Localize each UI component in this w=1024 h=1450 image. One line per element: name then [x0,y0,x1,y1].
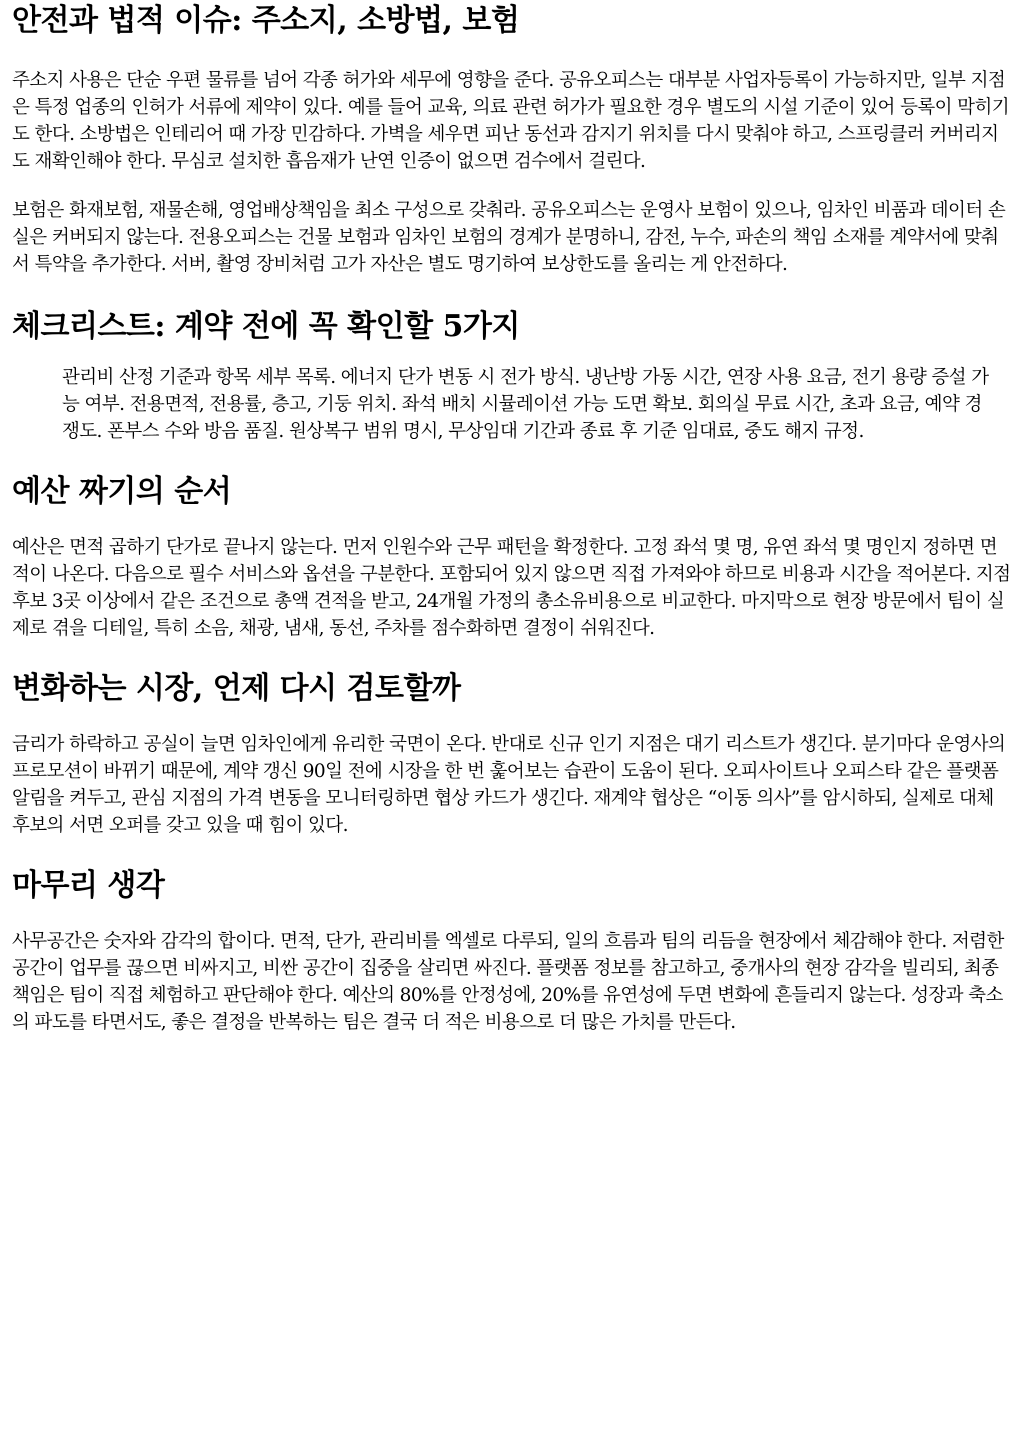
article-body [0,2,1024,1036]
section-heading-market: 변화하는 시장, 언제 다시 검토할까 [12,671,461,706]
section-heading-checklist: 체크리스트: 계약 전에 꼭 확인할 5가지 [12,309,520,344]
checklist-quote [12,364,1012,445]
checklist-quote-text: 관리비 산정 기준과 항목 세부 목록. 에너지 단가 변동 시 전가 방식. 냉난방 가동 시간, 연장 사용 요금, 전기 용량 증설 가능 여부. 전용면적, 전용률, 층고, 기둥 위치. 좌석 배치 시뮬레이션 가능 도면 확보. 회의실 무료 시간, 초과 요금, 예약 경쟁도. 폰부스 수와 방음 품질. 원상복구 범위 명시, 무상임대 기간과 종료 후 기준 임대료, 중도 해지 규정. [62,367,989,442]
paragraph-address-fire-code: 주소지 사용은 단순 우편 물류를 넘어 각종 허가와 세무에 영향을 준다. 공유오피스는 대부분 사업자등록이 가능하지만, 일부 지점은 특정 업종의 인허가 서류에 제약이 있다. 예를 들어 교육, 의료 관련 허가가 필요한 경우 별도의 시설 기준이 있어 등록이 막히기도 한다. 소방법은 인테리어 때 가장 민감하다. 가벽을 세우면 피난 동선과 감지기 위치를 다시 맞춰야 하고, 스프링클러 커버리지도 재확인해야 한다. 무심코 설치한 흡음재가 난연 인증이 없으면 검수에서 걸린다. [12,70,1009,172]
section-heading-safety-legal: 안전과 법적 이슈: 주소지, 소방법, 보험 [12,3,520,38]
paragraph-budget-order: 예산은 면적 곱하기 단가로 끝나지 않는다. 먼저 인원수와 근무 패턴을 확정한다. 고정 좌석 몇 명, 유연 좌석 몇 명인지 정하면 면적이 나온다. 다음으로 필수 서비스와 옵션을 구분한다. 포함되어 있지 않으면 직접 가져와야 하므로 비용과 시간을 적어본다. 지점 후보 3곳 이상에서 같은 조건으로 총액 견적을 받고, 24개월 가정의 총소유비용으로 비교한다. 마지막으로 현장 방문에서 팀이 실제로 겪을 디테일, 특히 소음, 채광, 냄새, 동선, 주차를 점수화하면 결정이 쉬워진다. [12,537,1011,639]
section-heading-budget: 예산 짜기의 순서 [12,474,232,509]
paragraph-market-review: 금리가 하락하고 공실이 늘면 임차인에게 유리한 국면이 온다. 반대로 신규 인기 지점은 대기 리스트가 생긴다. 분기마다 운영사의 프로모션이 바뀌기 때문에, 계약 갱신 90일 전에 시장을 한 번 훑어보는 습관이 도움이 된다. 오피사이트나 오피스타 같은 플랫폼 알림을 켜두고, 관심 지점의 가격 변동을 모니터링하면 협상 카드가 생긴다. 재계약 협상은 “이동 의사”를 암시하되, 실제로 대체 후보의 서면 오퍼를 갖고 있을 때 힘이 있다. [12,734,1006,836]
paragraph-insurance: 보험은 화재보험, 재물손해, 영업배상책임을 최소 구성으로 갖춰라. 공유오피스는 운영사 보험이 있으나, 임차인 비품과 데이터 손실은 커버되지 않는다. 전용오피스는 건물 보험과 임차인 보험의 경계가 분명하니, 감전, 누수, 파손의 책임 소재를 계약서에 맞춰서 특약을 추가한다. 서버, 촬영 장비처럼 고가 자산은 별도 명기하여 보상한도를 올리는 게 안전하다. [12,200,1006,275]
section-heading-closing: 마무리 생각 [12,868,165,903]
paragraph-closing-thoughts: 사무공간은 숫자와 감각의 합이다. 면적, 단가, 관리비를 엑셀로 다루되, 일의 흐름과 팀의 리듬을 현장에서 체감해야 한다. 저렴한 공간이 업무를 끊으면 비싸지고, 비싼 공간이 집중을 살리면 싸진다. 플랫폼 정보를 참고하고, 중개사의 현장 감각을 빌리되, 최종 책임은 팀이 직접 체험하고 판단해야 한다. 예산의 80%를 안정성에, 20%를 유연성에 두면 변화에 흔들리지 않는다. 성장과 축소의 파도를 타면서도, 좋은 결정을 반복하는 팀은 결국 더 적은 비용으로 더 많은 가치를 만든다. [12,931,1004,1033]
